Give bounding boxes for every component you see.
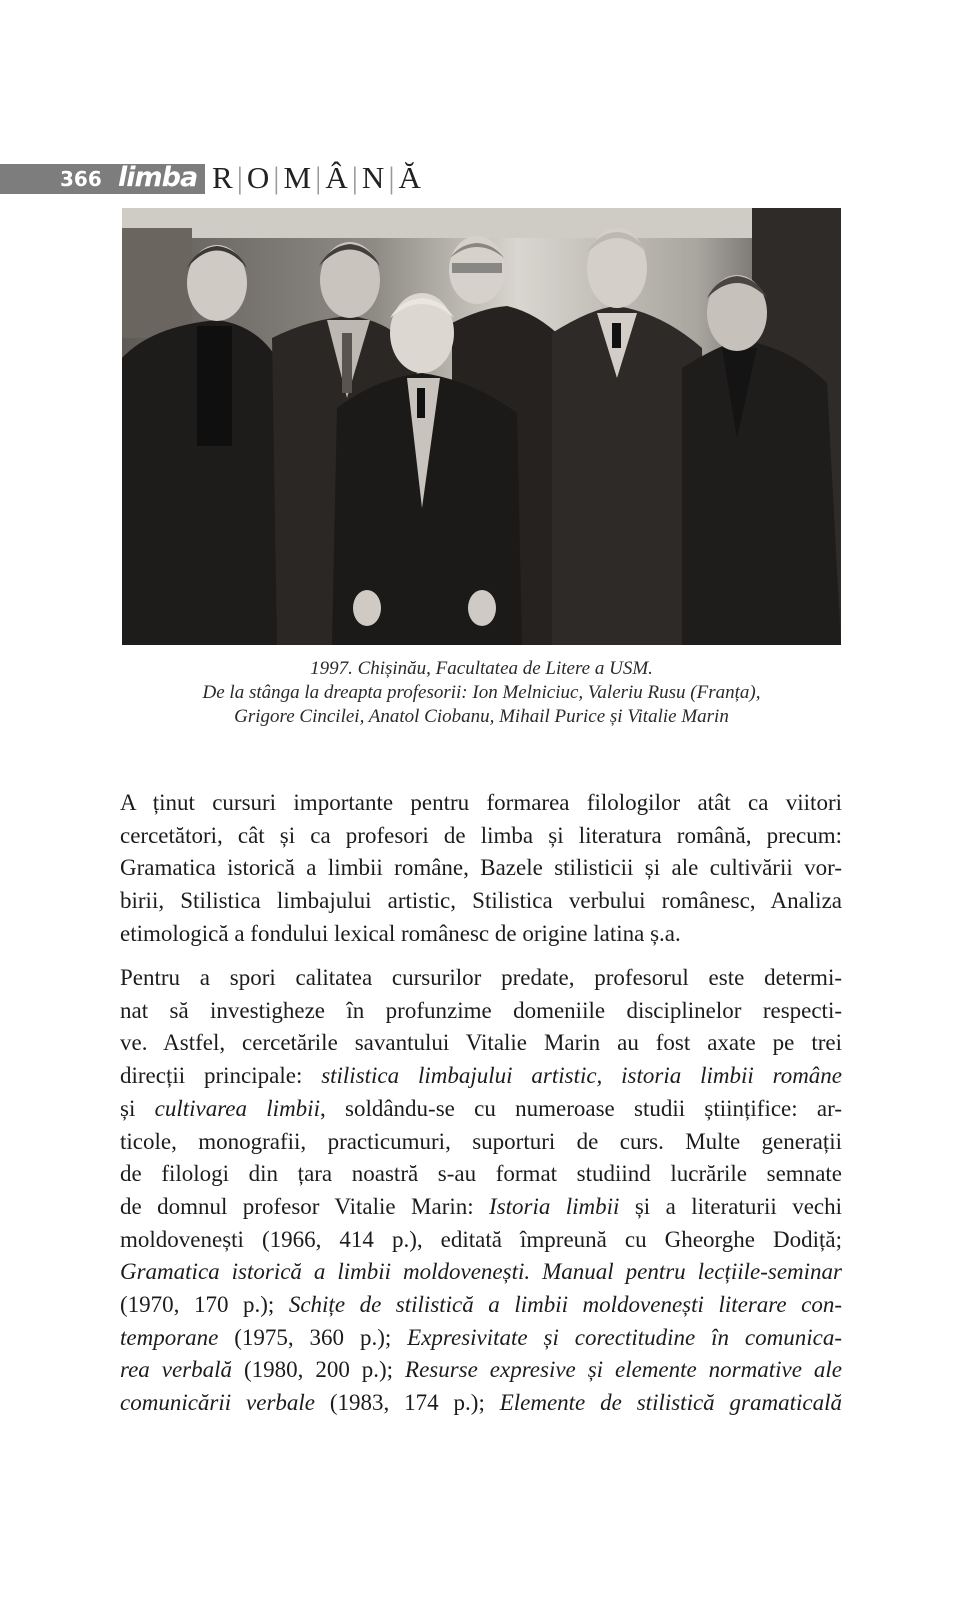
text-run-italic: temporane: [120, 1324, 219, 1350]
brand-letter: O: [246, 160, 271, 195]
brand-letter: M: [283, 160, 313, 195]
text-run-italic: Elemente de stilistică gramaticală: [499, 1390, 842, 1416]
text-line: [120, 1322, 842, 1355]
text-line: etimologică a fondului lexical românesc de origine latina ș.a.: [120, 920, 681, 946]
text-line: de filologi din țara noastră s-au format studiind lucrările semnate: [120, 1161, 842, 1187]
text-run-italic: Resurse expresive și elemente normative ale: [405, 1357, 842, 1383]
text-run: direcții principale:: [120, 1063, 322, 1089]
text-run: (1970, 170 p.);: [120, 1292, 289, 1318]
text-run-italic: comunicării verbale: [120, 1390, 315, 1416]
text-line: A ținut cursuri importante pentru formarea filologilor atât ca viitori: [120, 790, 842, 815]
text-line: ve. Astfel, cercetările savantului Vitalie Marin au fost axate pe trei: [120, 1030, 842, 1056]
text-run: și a literaturii vechi: [619, 1193, 842, 1219]
brand-title: [212, 160, 422, 196]
text-line: [120, 1256, 842, 1289]
divider: |: [273, 160, 281, 195]
brand-letter: Â: [325, 160, 349, 195]
paragraph-courses: [120, 787, 842, 951]
text-run-italic: rea verbală: [120, 1357, 233, 1383]
divider: |: [236, 160, 244, 195]
text-line: [120, 1289, 842, 1322]
text-run-italic: Istoria limbii: [489, 1193, 620, 1219]
text-line: cercetători, cât și ca profesori de limba și literatura română, precum:: [120, 822, 842, 848]
group-photo: [122, 208, 841, 645]
brand-letter: R: [212, 160, 234, 195]
brand-letter: Ă: [398, 160, 422, 195]
text-line: [120, 1191, 842, 1224]
divider: |: [388, 160, 396, 195]
page-number: 366: [60, 167, 102, 191]
text-run-italic: Gramatica istorică a limbii moldovenești. Manual pentru lecțiile-seminar: [120, 1259, 842, 1285]
brand-letter: N: [361, 160, 386, 195]
text-line: [120, 1093, 842, 1126]
text-line: [120, 1387, 842, 1420]
text-line: ticole, monografii, practicumuri, suporturi de curs. Multe generații: [120, 1128, 842, 1154]
photo-caption: [122, 657, 841, 729]
caption-line: Grigore Cincilei, Anatol Ciobanu, Mihail Purice și Vitalie Marin: [234, 706, 729, 727]
text-line: birii, Stilistica limbajului artistic, Stilistica verbului românesc, Analiza: [120, 888, 842, 914]
text-run-italic: Expresivitate și corectitudine în comunica-: [407, 1324, 842, 1350]
brand-logo: limba: [118, 162, 198, 193]
caption-line: 1997. Chișinău, Facultatea de Litere a USM.: [310, 658, 653, 679]
text-run-italic: Schițe de stilistică a limbii moldovenești literare con-: [288, 1292, 842, 1318]
text-line: Gramatica istorică a limbii române, Bazele stilisticii și ale cultivării vor-: [120, 855, 842, 881]
text-run: și: [120, 1095, 155, 1121]
text-run: , soldându-se cu numeroase studii științifice: ar-: [319, 1095, 842, 1121]
text-run-italic: stilistica limbajului artistic, istoria limbii române: [321, 1063, 843, 1089]
text-run-italic: cultivarea limbii: [154, 1095, 320, 1121]
caption-line: De la stânga la dreapta profesorii: Ion Melniciuc, Valeriu Rusu (Franța),: [202, 682, 761, 703]
text-line: nat să investigheze în profunzime domeniile disciplinelor respecti-: [120, 997, 842, 1023]
text-line: [120, 1354, 842, 1387]
text-line: Pentru a spori calitatea cursurilor predate, profesorul este determi-: [120, 965, 842, 990]
divider: |: [351, 160, 359, 195]
text-line: moldovenești (1966, 414 p.), editată împreună cu Gheorghe Dodiță;: [120, 1226, 842, 1252]
text-run: (1983, 174 p.);: [315, 1390, 500, 1416]
text-run: (1980, 200 p.);: [232, 1357, 406, 1383]
text-run: de domnul profesor Vitalie Marin:: [120, 1193, 490, 1219]
group-photo-image: [122, 208, 841, 645]
text-run: (1975, 360 p.);: [218, 1324, 408, 1350]
text-line: [120, 1060, 842, 1093]
paragraph-research: [120, 962, 842, 1420]
divider: |: [315, 160, 323, 195]
